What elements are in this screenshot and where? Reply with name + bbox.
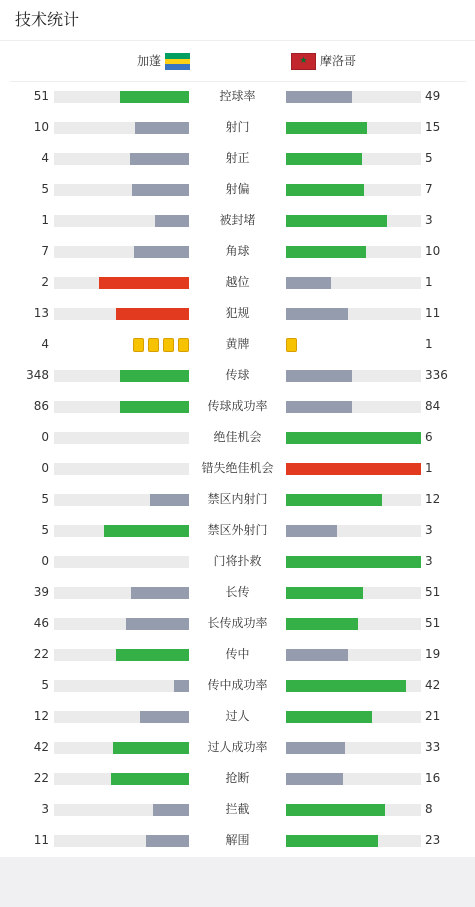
home-bar-track xyxy=(54,401,189,413)
home-bar xyxy=(120,401,189,413)
away-bar-track xyxy=(286,91,421,103)
stat-row xyxy=(0,113,475,144)
home-bar xyxy=(155,215,189,227)
away-value: 51 xyxy=(425,616,441,630)
home-bar-track xyxy=(54,680,189,692)
away-bar-track xyxy=(286,184,421,196)
away-bar xyxy=(286,618,358,630)
home-bar-track xyxy=(54,835,189,847)
stat-row xyxy=(0,485,475,516)
away-bar-track xyxy=(286,246,421,258)
stat-label: 绝佳机会 xyxy=(213,430,262,444)
home-bar xyxy=(146,835,189,847)
home-bar xyxy=(131,587,189,599)
stat-row xyxy=(0,206,475,237)
away-bar xyxy=(286,246,366,258)
away-bar-track xyxy=(286,308,421,320)
stat-row xyxy=(0,795,475,826)
home-bar xyxy=(130,153,189,165)
home-bar-track xyxy=(54,153,189,165)
away-value: 1 xyxy=(425,337,433,351)
home-bar xyxy=(99,277,189,289)
home-bar-track xyxy=(54,277,189,289)
stat-label: 黄牌 xyxy=(225,337,250,351)
away-bar xyxy=(286,153,362,165)
stat-row xyxy=(0,299,475,330)
away-bar xyxy=(286,370,352,382)
away-bar xyxy=(286,773,343,785)
home-bar-track xyxy=(54,432,189,444)
home-bar xyxy=(134,246,189,258)
away-bar-track xyxy=(286,401,421,413)
stat-label: 长传 xyxy=(225,585,250,599)
away-value: 51 xyxy=(425,585,441,599)
home-bar-track xyxy=(54,308,189,320)
stat-row xyxy=(0,640,475,671)
home-bar-track xyxy=(54,649,189,661)
away-bar-track xyxy=(286,494,421,506)
home-bar xyxy=(174,680,189,692)
away-bar-track xyxy=(286,525,421,537)
home-value: 86 xyxy=(33,399,49,413)
stat-label: 错失绝佳机会 xyxy=(201,461,274,475)
home-value: 348 xyxy=(26,368,49,382)
stat-row xyxy=(0,733,475,764)
home-bar xyxy=(132,184,189,196)
away-bar xyxy=(286,804,385,816)
away-bar xyxy=(286,494,382,506)
stat-row xyxy=(0,671,475,702)
away-bar xyxy=(286,91,352,103)
stat-label: 角球 xyxy=(225,244,250,258)
stat-row xyxy=(0,144,475,175)
stat-label: 解围 xyxy=(225,833,250,847)
away-value: 7 xyxy=(425,182,433,196)
away-bar xyxy=(286,432,421,444)
stat-label: 禁区内射门 xyxy=(207,492,268,506)
away-bar-track xyxy=(286,711,421,723)
away-bar-track xyxy=(286,122,421,134)
home-value: 39 xyxy=(33,585,49,599)
stat-label: 传球成功率 xyxy=(207,399,268,413)
home-bar-track xyxy=(54,618,189,630)
home-bar-track xyxy=(54,184,189,196)
away-bar xyxy=(286,277,331,289)
stat-row xyxy=(0,578,475,609)
home-team-name: 加蓬 xyxy=(136,54,161,68)
home-value: 12 xyxy=(33,709,49,723)
away-bar-track xyxy=(286,680,421,692)
home-bar-track xyxy=(54,246,189,258)
stat-label: 传中 xyxy=(225,647,250,661)
stat-label: 门将扑救 xyxy=(213,554,262,568)
home-team[interactable] xyxy=(137,53,190,70)
teams-header xyxy=(0,41,475,81)
home-value: 51 xyxy=(33,89,49,103)
home-value: 13 xyxy=(33,306,49,320)
home-bar-track xyxy=(54,122,189,134)
home-bar xyxy=(150,494,189,506)
away-bar xyxy=(286,525,337,537)
stat-row xyxy=(0,454,475,485)
away-value: 336 xyxy=(425,368,448,382)
home-value: 10 xyxy=(33,120,49,134)
home-value: 5 xyxy=(41,492,49,506)
home-bar xyxy=(153,804,189,816)
gabon-flag-icon xyxy=(165,53,190,70)
away-bar-track xyxy=(286,649,421,661)
stat-label: 射门 xyxy=(225,120,250,134)
home-bar-track xyxy=(54,711,189,723)
stat-label: 抢断 xyxy=(225,771,250,785)
home-bar xyxy=(135,122,189,134)
away-value: 11 xyxy=(425,306,441,320)
home-value: 4 xyxy=(41,337,49,351)
yellow-card-icon xyxy=(163,338,174,352)
stat-row xyxy=(0,330,475,361)
home-value: 4 xyxy=(41,151,49,165)
stat-row xyxy=(0,175,475,206)
home-bar xyxy=(120,370,189,382)
away-value: 15 xyxy=(425,120,441,134)
stat-row xyxy=(0,826,475,857)
morocco-flag-icon xyxy=(291,53,316,70)
home-bar-track xyxy=(54,742,189,754)
away-bar-track xyxy=(286,835,421,847)
home-bar xyxy=(111,773,189,785)
away-value: 12 xyxy=(425,492,441,506)
away-value: 23 xyxy=(425,833,441,847)
stat-label: 长传成功率 xyxy=(207,616,268,630)
away-value: 1 xyxy=(425,275,433,289)
home-value: 1 xyxy=(41,213,49,227)
away-bar xyxy=(286,215,387,227)
home-value: 0 xyxy=(41,554,49,568)
yellow-card-icon xyxy=(178,338,189,352)
away-value: 84 xyxy=(425,399,441,413)
stats-list xyxy=(0,82,475,857)
home-value: 42 xyxy=(33,740,49,754)
home-bar-track xyxy=(54,215,189,227)
away-bar xyxy=(286,587,363,599)
stat-label: 拦截 xyxy=(225,802,250,816)
home-bar-track xyxy=(54,773,189,785)
away-value: 6 xyxy=(425,430,433,444)
away-value: 5 xyxy=(425,151,433,165)
away-value: 3 xyxy=(425,213,433,227)
stat-label: 射偏 xyxy=(225,182,250,196)
away-bar xyxy=(286,184,364,196)
away-bar xyxy=(286,680,406,692)
stat-row xyxy=(0,764,475,795)
home-bar xyxy=(116,308,189,320)
stat-row xyxy=(0,392,475,423)
home-bar-track xyxy=(54,587,189,599)
page-title: 技术统计 xyxy=(15,10,80,29)
home-bar-track xyxy=(54,494,189,506)
home-bar xyxy=(140,711,189,723)
away-bar-track xyxy=(286,742,421,754)
away-bar xyxy=(286,835,378,847)
home-bar xyxy=(104,525,189,537)
away-bar xyxy=(286,122,367,134)
home-value: 22 xyxy=(33,647,49,661)
home-bar xyxy=(116,649,189,661)
home-value: 0 xyxy=(41,461,49,475)
home-value: 2 xyxy=(41,275,49,289)
yellow-card-icon xyxy=(133,338,144,352)
home-value: 5 xyxy=(41,523,49,537)
away-team[interactable] xyxy=(291,53,356,70)
home-bar-track xyxy=(54,804,189,816)
away-value: 1 xyxy=(425,461,433,475)
away-bar-track xyxy=(286,773,421,785)
stat-row xyxy=(0,547,475,578)
home-value: 11 xyxy=(33,833,49,847)
away-value: 42 xyxy=(425,678,441,692)
away-bar-track xyxy=(286,463,421,475)
stat-row xyxy=(0,361,475,392)
stat-label: 射正 xyxy=(225,151,250,165)
away-bar xyxy=(286,649,348,661)
stat-row xyxy=(0,237,475,268)
home-value: 0 xyxy=(41,430,49,444)
away-team-name: 摩洛哥 xyxy=(320,54,357,68)
home-value: 7 xyxy=(41,244,49,258)
away-bar-track xyxy=(286,804,421,816)
home-bar-track xyxy=(54,370,189,382)
away-value: 33 xyxy=(425,740,441,754)
away-bar-track xyxy=(286,370,421,382)
home-value: 3 xyxy=(41,802,49,816)
away-bar xyxy=(286,711,372,723)
home-bar-track xyxy=(54,463,189,475)
away-value: 3 xyxy=(425,523,433,537)
stat-label: 禁区外射门 xyxy=(207,523,268,537)
away-bar-track xyxy=(286,618,421,630)
home-bar xyxy=(126,618,189,630)
away-bar-track xyxy=(286,153,421,165)
away-bar-track xyxy=(286,277,421,289)
away-value: 3 xyxy=(425,554,433,568)
stat-row xyxy=(0,423,475,454)
yellow-card-icon xyxy=(286,338,297,352)
away-value: 8 xyxy=(425,802,433,816)
away-bar xyxy=(286,463,421,475)
home-value: 22 xyxy=(33,771,49,785)
home-value: 5 xyxy=(41,182,49,196)
home-value: 5 xyxy=(41,678,49,692)
away-value: 21 xyxy=(425,709,441,723)
away-bar xyxy=(286,401,352,413)
away-yellow-cards xyxy=(286,338,297,352)
home-bar-track xyxy=(54,525,189,537)
away-bar xyxy=(286,308,348,320)
stat-label: 传球 xyxy=(225,368,250,382)
yellow-card-icon xyxy=(148,338,159,352)
away-bar-track xyxy=(286,556,421,568)
away-value: 49 xyxy=(425,89,441,103)
home-bar xyxy=(120,91,189,103)
home-yellow-cards xyxy=(133,338,189,352)
away-bar xyxy=(286,556,421,568)
home-value: 46 xyxy=(33,616,49,630)
stat-label: 过人 xyxy=(225,709,250,723)
home-bar-track xyxy=(54,91,189,103)
stat-row xyxy=(0,516,475,547)
stat-row xyxy=(0,268,475,299)
away-value: 16 xyxy=(425,771,441,785)
stat-label: 犯规 xyxy=(225,306,250,320)
away-value: 19 xyxy=(425,647,441,661)
stat-label: 传中成功率 xyxy=(207,678,268,692)
away-bar-track xyxy=(286,587,421,599)
stat-label: 控球率 xyxy=(219,89,256,103)
stat-label: 越位 xyxy=(225,275,250,289)
away-bar xyxy=(286,742,345,754)
stat-label: 被封堵 xyxy=(219,213,256,227)
home-bar-track xyxy=(54,556,189,568)
away-bar-track xyxy=(286,215,421,227)
stat-row xyxy=(0,82,475,113)
stat-label: 过人成功率 xyxy=(207,740,268,754)
away-bar-track xyxy=(286,432,421,444)
home-bar xyxy=(113,742,189,754)
stat-row xyxy=(0,609,475,640)
away-value: 10 xyxy=(425,244,441,258)
stat-row xyxy=(0,702,475,733)
